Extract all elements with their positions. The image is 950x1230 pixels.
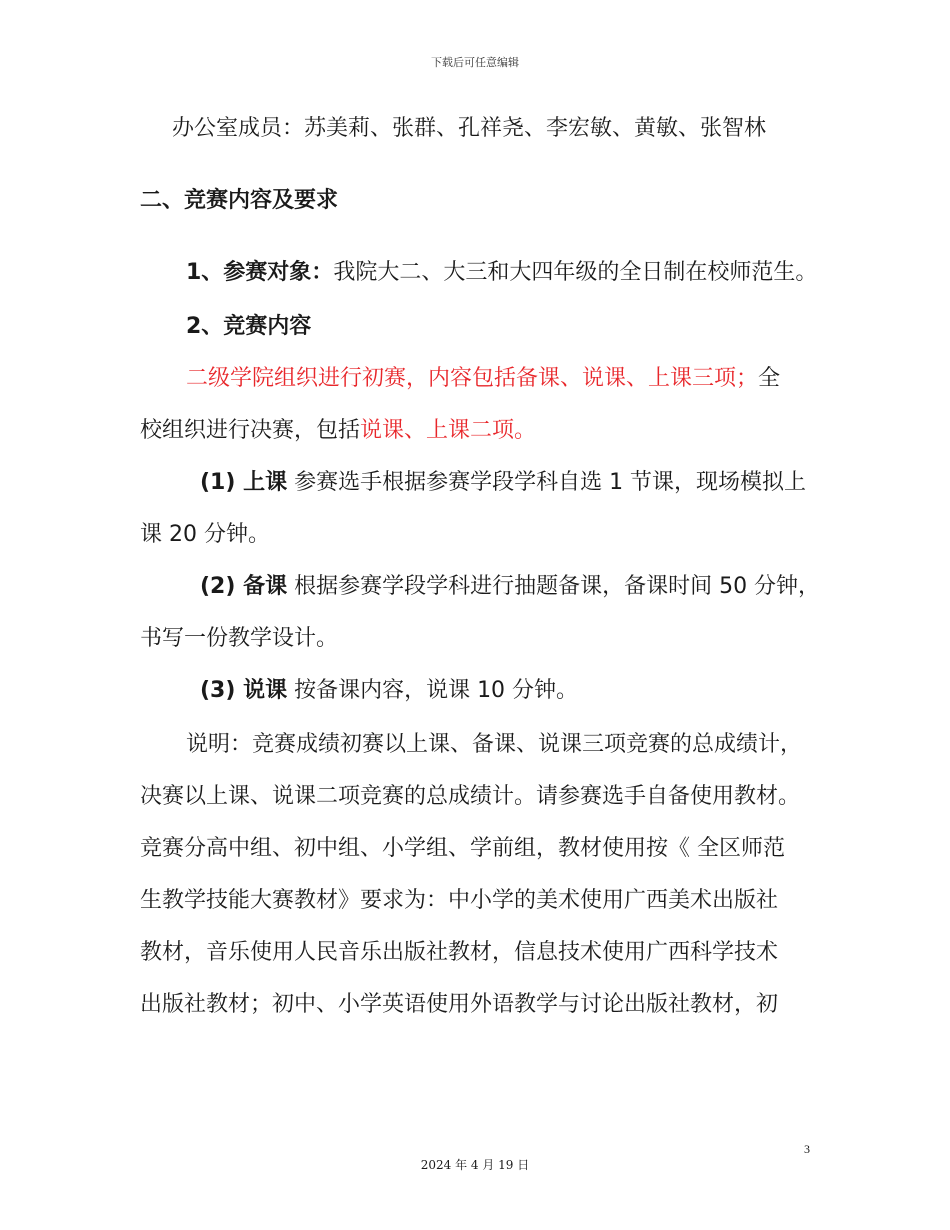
sub-item-teaching-label: (1) 上课 <box>200 470 288 495</box>
sub-item-teaching-line1 <box>200 468 806 498</box>
note-line: 说明：竞赛成绩初赛以上课、备课、说课三项竞赛的总成绩计， <box>186 732 803 757</box>
footer-date: 2024 年 4 月 19 日 <box>420 1158 530 1172</box>
note-line: 竞赛分高中组、初中组、小学组、学前组，教材使用按《 全区师范 <box>140 836 785 861</box>
sub-item-teaching-text: 参赛选手根据参赛学段学科自选 1 节课，现场模拟上 <box>287 470 807 495</box>
note-line: 教材，音乐使用人民音乐出版社教材，信息技术使用广西科学技术 <box>140 940 779 965</box>
competition-paragraph-line2 <box>140 416 536 446</box>
page-header: 下载后可任意编辑 <box>431 56 519 69</box>
note-line: 生教学技能大赛教材》要求为：中小学的美术使用广西美术出版社 <box>140 888 779 913</box>
preliminary-description: 二级学院组织进行初赛，内容包括备课、说课、上课三项； <box>186 366 759 391</box>
page-number: 3 <box>804 1142 810 1156</box>
sub-item-explanation-line1 <box>200 676 578 706</box>
item-participants-text: 我院大二、大三和大四年级的全日制在校师范生。 <box>333 260 818 285</box>
sub-item-preparation-text: 根据参赛学段学科进行抽题备课，备课时间 50 分钟， <box>287 574 821 599</box>
sub-item-explanation-text: 按备课内容，说课 10 分钟。 <box>287 678 579 703</box>
office-members-line: 办公室成员：苏美莉、张群、孔祥尧、李宏敏、黄敏、张智林 <box>172 116 767 141</box>
paragraph-continuation: 全 <box>758 366 781 391</box>
sub-item-preparation-line2: 书写一份教学设计。 <box>140 626 339 651</box>
note-line: 出版社教材；初中、小学英语使用外语教学与讨论出版社教材，初 <box>140 992 779 1017</box>
item-participants <box>186 258 817 288</box>
item-content-heading: 2、竞赛内容 <box>186 314 312 339</box>
sub-item-preparation-label: (2) 备课 <box>200 574 288 599</box>
competition-paragraph-line1 <box>186 364 780 394</box>
section-title: 二、竞赛内容及要求 <box>140 188 339 213</box>
sub-item-explanation-label: (3) 说课 <box>200 678 288 703</box>
item-participants-label: 1、参赛对象： <box>186 260 334 285</box>
final-description-items: 说课、上课二项。 <box>360 418 537 443</box>
final-description-prefix: 校组织进行决赛，包括 <box>140 418 361 443</box>
sub-item-teaching-line2: 课 20 分钟。 <box>140 522 270 547</box>
note-line: 决赛以上课、说课二项竞赛的总成绩计。请参赛选手自备使用教材。 <box>140 784 801 809</box>
sub-item-preparation-line1 <box>200 572 820 602</box>
